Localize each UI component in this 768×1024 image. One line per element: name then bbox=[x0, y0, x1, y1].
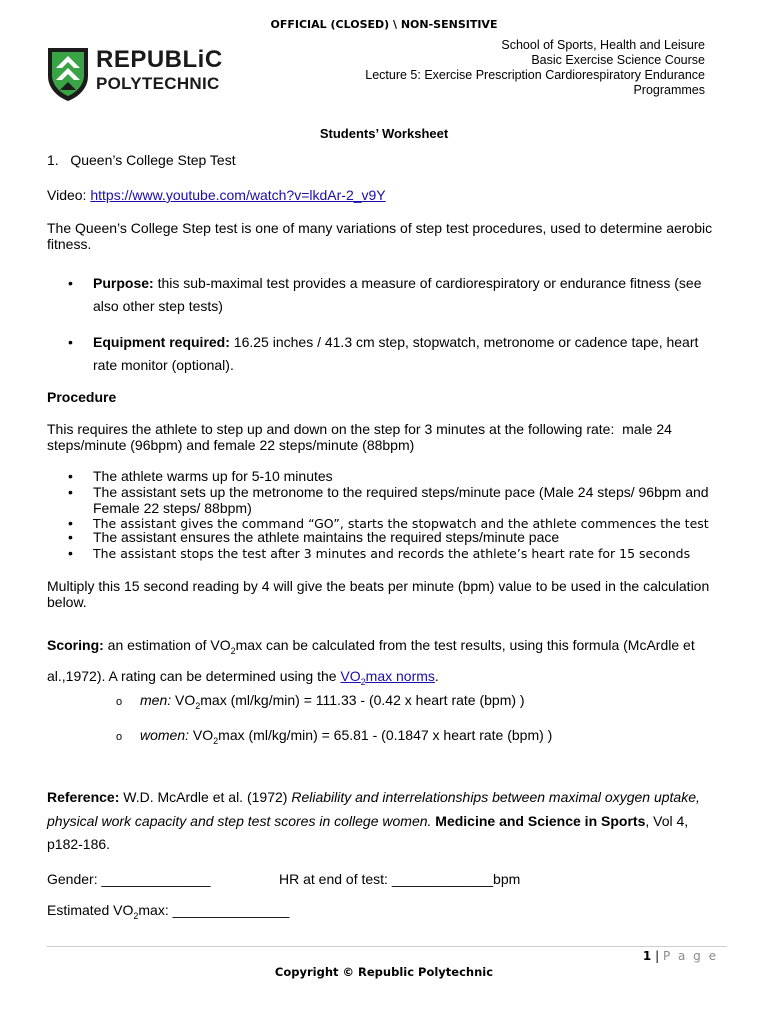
logo-text-polytechnic: POLYTECHNIC bbox=[96, 74, 220, 93]
video-link[interactable]: https://www.youtube.com/watch?v=lkdAr-2_v9Y bbox=[90, 187, 386, 203]
purpose-label: Purpose: bbox=[93, 275, 154, 291]
equipment-text: 16.25 inches / 41.3 cm step, stopwatch, metronome or cadence tape, heart rate monitor (optional). bbox=[93, 334, 699, 373]
reference-label: Reference: bbox=[47, 789, 120, 805]
procedure-step: • The assistant stops the test after 3 minutes and records the athlete’s heart rate for 15 seconds bbox=[68, 545, 691, 561]
hr-field[interactable]: HR at end of test: _____________bpm bbox=[279, 871, 521, 887]
formula-women: women: $VO_2\max$ (ml/kg/min) = 65.81 - (0.1847 x heart rate (bpm) ) bbox=[140, 727, 553, 746]
course-header bbox=[365, 38, 705, 98]
procedure-step: • The athlete warms up for 5-10 minutes bbox=[68, 468, 333, 484]
reference-paragraph: Reference: W.D. McArdle et al. (1972) Reliability and interrelationships between maximal oxygen uptake, physical work capacity and step test scores in college women. Medicine and Science in Sports, Vol 4, p182-186. bbox=[47, 789, 700, 852]
equipment-label: Equipment required: bbox=[93, 334, 230, 350]
gender-field[interactable]: Gender: ______________ bbox=[47, 871, 211, 887]
classification-label: OFFICIAL (CLOSED) \ NON-SENSITIVE bbox=[270, 18, 498, 31]
shield-icon bbox=[46, 46, 90, 102]
procedure-step: • The assistant gives the command “GO”, starts the stopwatch and the athlete commences the test bbox=[68, 515, 709, 531]
procedure-paragraph: This requires the athlete to step up and down on the step for 3 minutes at the following rate: male 24 steps/minute (96bpm) and female 22 steps/minute (88bpm) bbox=[47, 421, 672, 453]
procedure-heading: Procedure bbox=[47, 389, 117, 405]
circle-bullet-icon: o bbox=[116, 731, 123, 743]
bullet-icon: • bbox=[68, 515, 73, 531]
equipment-bullet bbox=[68, 331, 718, 377]
multiply-paragraph: Multiply this 15 second reading by 4 will give the beats per minute (bpm) value to be used in the calculation below. bbox=[47, 578, 710, 610]
video-line bbox=[47, 187, 727, 203]
procedure-step: • The assistant sets up the metronome to the required steps/minute pace (Male 24 steps/ 96bpm and Female 22 steps/ 88bpm) bbox=[68, 484, 709, 516]
bullet-icon: • bbox=[68, 275, 73, 291]
vo2max-field[interactable]: Estimated $VO_2\max$: _______________ bbox=[47, 902, 290, 921]
video-label: Video: bbox=[47, 187, 91, 203]
republic-polytechnic-logo bbox=[46, 46, 236, 102]
intro-paragraph: The Queen’s College Step test is one of many variations of step test procedures, used to determine aerobic fitness. bbox=[47, 220, 713, 252]
course-name: Basic Exercise Science Course bbox=[531, 53, 705, 67]
bullet-icon: • bbox=[68, 468, 73, 484]
school-name: School of Sports, Health and Leisure bbox=[501, 38, 705, 52]
purpose-bullet bbox=[68, 272, 718, 318]
scoring-label: Scoring: bbox=[47, 637, 104, 653]
circle-bullet-icon: o bbox=[116, 696, 123, 708]
footer-divider bbox=[47, 946, 727, 947]
bullet-icon: • bbox=[68, 545, 73, 561]
purpose-text: this sub-maximal test provides a measure of cardiorespiratory or endurance fitness (see also other step tests) bbox=[93, 275, 702, 314]
bullet-icon: • bbox=[68, 529, 73, 545]
worksheet-title: Students’ Worksheet bbox=[319, 126, 449, 141]
bullet-icon: • bbox=[68, 334, 73, 350]
bullet-icon: • bbox=[68, 484, 73, 500]
copyright: Copyright © Republic Polytechnic bbox=[274, 965, 494, 979]
logo-text-republic: REPUBLiC bbox=[96, 46, 223, 73]
formula-men: men: $VO_2\max$ (ml/kg/min) = 111.33 - (0.42 x heart rate (bpm) ) bbox=[140, 692, 525, 711]
section-heading: 1. Queen’s College Step Test bbox=[47, 152, 236, 168]
procedure-step: • The assistant ensures the athlete maintains the required steps/minute pace bbox=[68, 529, 560, 545]
vo2max-norms-link[interactable]: $VO_2\max$ norms bbox=[340, 667, 435, 687]
lecture-name: Lecture 5: Exercise Prescription Cardiorespiratory Endurance bbox=[365, 68, 705, 82]
scoring-paragraph: Scoring: an estimation of $VO_2\max$ can be calculated from the test results, using this formula (McArdle et al.,1972). A rating can be determined using the $VO_2\max$ norms. bbox=[47, 637, 695, 687]
lecture-name-cont: Programmes bbox=[633, 83, 705, 97]
page-number: 1 | P a g e bbox=[642, 949, 718, 963]
